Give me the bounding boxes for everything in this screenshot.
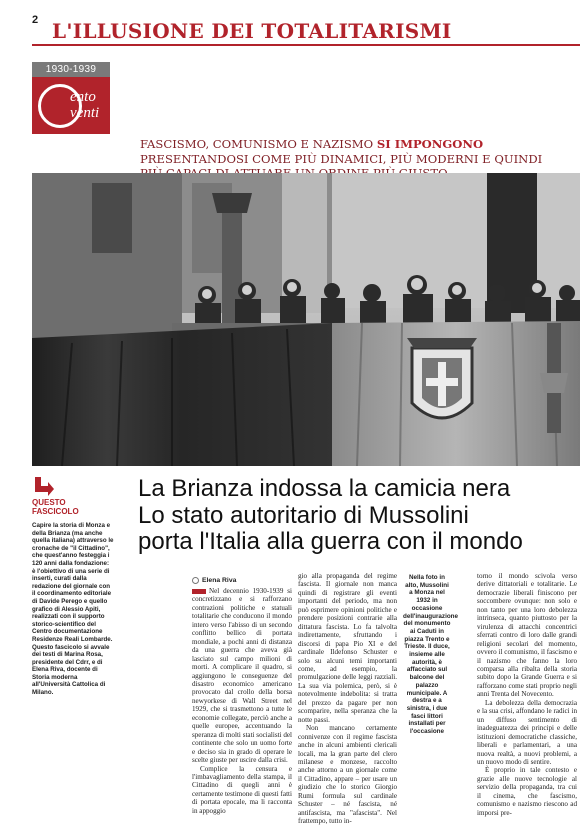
col2-p2: Non mancano certamente connivenze con il regime fascista anche in alcuni ambienti clericali locali, ma la gran parte del clero milanese e monzese, raccolto anche attorno a un giornale come il Cittadino, appare – per usare un giudizio che lo storico Giorgio Rumi formula sul cardinale Schuster – né fascista, né antifascista, ma "afascista". Nel frattempo, tutto in- — [298, 724, 397, 825]
headline-line3: porta l'Italia alla guerra con il mondo — [138, 528, 523, 555]
lead-marker — [192, 589, 206, 594]
article-column-1 — [192, 587, 292, 815]
col1-p2: Complice la censura e l'imbavagliamento della stampa, il Cittadino di quegli anni è certamente testimone di questi fatti di portata epocale, ma li racconta in appoggio — [192, 764, 292, 815]
col4-p3: È proprio in tale contesto e grazie alle nuove tecnologie al servizio della propaganda, tra cui il cinema, che fascismo, comunismo e nazismo riescono ad imporsi pre- — [477, 766, 577, 817]
article-headline — [138, 476, 578, 556]
col1-p1: Nel decennio 1930-1939 si concretizzano e si rafforzano contrazioni politiche e statuali totalitarie che conducono il mondo intero verso l'abisso di un secondo conflitto bellico di portata mondiale, a pochi anni di distanza da una guerra che aveva già lasciato sul campo milioni di morti. A complicare il quadro, si aggiungono le conseguenze del disastro economico americano provocato dal crollo della borsa newyorkese di Wall Street nel 1929, che si trasmettono a tutte le economie collegate, perciò anche a quelle europee, accentuando la speranza di molti stati socialisti del continente che solo un uomo forte e deciso sia in grado di operare le scelte giuste per uscire dalla crisi. — [192, 587, 292, 765]
page-number: 2 — [32, 14, 39, 26]
focus-box-text: Capire la storia di Monza e della Brianza (ma anche quella italiana) attraverso le cronache de "il Cittadino", che quest'anno festeggia i 120 anni dalla fondazione: è l'obiettivo di una serie di inserti, curati dalla redazione del giornale con il coordinamento editoriale di Davide Perego e quello grafico di Alessio Apiti, realizzati con il supporto storico-scientifico del Centro documentazione Residenze Reali Lombarde. Questo fascicolo si avvale dei testi di Marina Rosa, presidente del Cdrr, e di Elena Riva, docente di Storia moderna all'Università Cattolica di Milano. — [32, 522, 114, 697]
article-column-2 — [298, 572, 397, 825]
headline-line2: Lo stato autoritario di Mussolini — [138, 501, 469, 529]
logo-line2: venti — [70, 105, 100, 121]
logo-line1: ento — [70, 89, 96, 105]
col4-p1: torno il mondo scivola verso derive dittatoriali e totalitarie. Le democrazie liberali finiscono per soccombere ovunque: non solo e non tanto per una loro debolezza intrinseca, quanto piuttosto per la virulenza di attacchi concentrici sferrati contro di loro dalle grandi religioni secolari del momento, ovvero il comunismo, il fascismo e il nazismo che fanno la loro comparsa alla ribalta della storia subito dopo la Grande Guerra e si rafforzano come stati proprio negli anni Trenta del Novecento. — [477, 572, 577, 699]
focus-title-line1: QUESTO — [32, 498, 66, 507]
focus-title-line2: FASCICOLO — [32, 507, 79, 516]
photo-caption: Nella foto in alto, Mussolini a Monza nel 1932 in occasione dell'inaugurazione del monumento ai Caduti in piazza Trento e Trieste. Il duce, insieme alle autorità, è affacciato sul balcone del palazzo municipale. A destra e a sinistra, i due fasci littori installati per l'occasione — [403, 574, 459, 736]
article-paragraph — [192, 587, 292, 765]
headline-line1: La Brianza indossa la camicia nera — [138, 475, 511, 502]
centoventi-logo — [32, 62, 110, 134]
focus-box-title — [32, 498, 79, 516]
section-title: L'ILLUSIONE DEI TOTALITARISMI — [52, 19, 452, 43]
deck-after: PRESENTANDOSI COME PIÙ DINAMICI, PIÙ MODERNI E QUINDI — [140, 151, 543, 166]
article-column-4 — [477, 572, 577, 817]
logo-years: 1930-1939 — [32, 62, 110, 77]
byline-author: Elena Riva — [202, 577, 237, 584]
deck-before: FASCISMO, COMUNISMO E NAZISMO — [140, 137, 377, 151]
col2-p1: gio alla propaganda del regime fascista. Il giornale non manca quindi di registrare gli eventi importanti del periodo, ma non può esprimere opinioni politiche e prendere posizioni contrarie alla dittatura fascista. Lo fa talvolta indirettamente, sfruttando i discorsi di papa Pio XI e del cardinale Ildefonso Schuster e solo su alcuni temi importanti come, ad esempio, la promulgazione delle leggi razziali. La sua via polemica, però, si è notevolmente indebolita: si tratta del prezzo da pagare per non scomparire, nella speranza che la notte passi. — [298, 572, 397, 724]
col4-p2: La debolezza della democrazia e la sua crisi, affondano le radici in un diffuso sentimento di inadeguatezza dei principi e delle istituzioni democratiche classiche, liberali e parlamentari, a una nuova realtà, a nuovi problemi, a un nuovo modo di sentire. — [477, 698, 577, 766]
author-icon — [192, 577, 199, 584]
header-rule — [32, 44, 580, 46]
arrow-down-right-icon — [32, 474, 56, 498]
deck-highlight: SI IMPONGONO — [376, 137, 484, 151]
historical-photo — [32, 173, 580, 466]
byline — [192, 577, 236, 584]
